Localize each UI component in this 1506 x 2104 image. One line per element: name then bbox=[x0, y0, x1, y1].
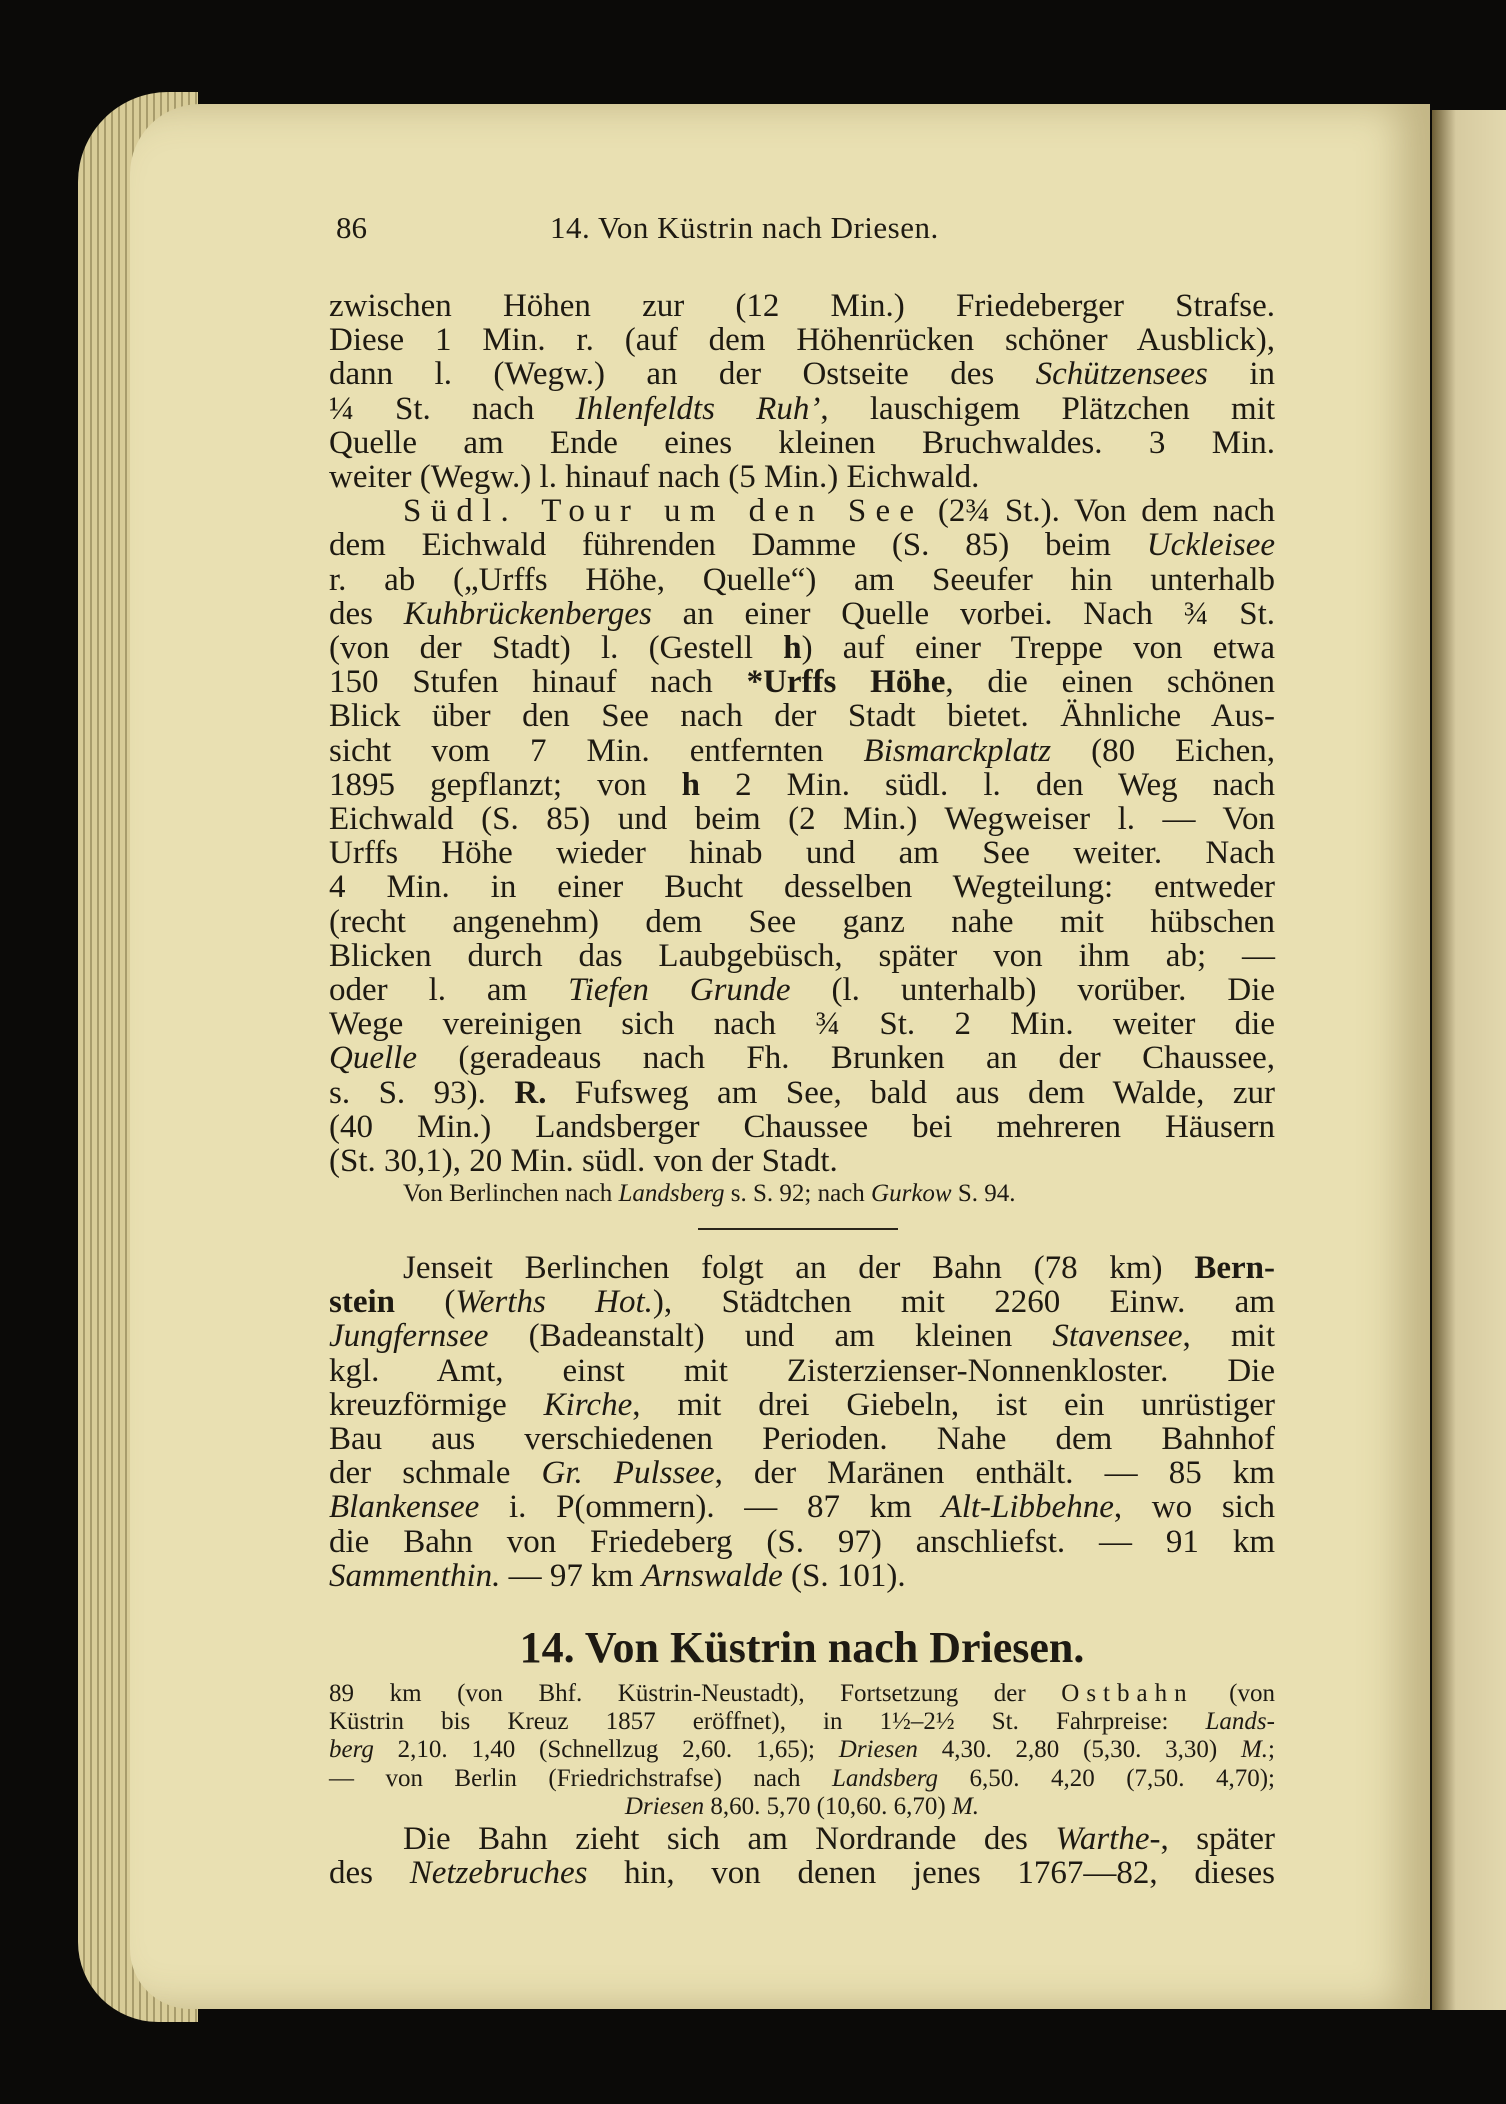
text-run: berg bbox=[329, 1736, 374, 1764]
text-line bbox=[329, 1422, 1275, 1456]
text-line bbox=[329, 1456, 1275, 1490]
text-line bbox=[329, 1110, 1275, 1144]
text-run: ; bbox=[1268, 1736, 1275, 1764]
text-run: *Urffs Höhe bbox=[746, 664, 946, 701]
text-run: des bbox=[329, 595, 404, 632]
text-run: Gurkow bbox=[871, 1180, 952, 1207]
text-line bbox=[329, 1490, 1275, 1524]
text-run: 2,10. 1,40 (Schnellzug 2,60. 1,65); bbox=[373, 1736, 839, 1764]
text-line bbox=[329, 1708, 1275, 1736]
text-run: Netzebruches bbox=[409, 1855, 588, 1892]
text-run: 150 Stufen hinauf nach bbox=[329, 664, 747, 701]
text-line bbox=[329, 1144, 1275, 1178]
text-run: der schmale bbox=[329, 1455, 542, 1492]
text-run: Lands- bbox=[1205, 1708, 1275, 1736]
text-run: kgl. Amt, einst mit Zisterzienser-Nonnenkloster. Die bbox=[329, 1352, 1275, 1389]
text-line bbox=[329, 631, 1275, 665]
text-run: oder l. am bbox=[329, 972, 569, 1009]
text-run: ) auf einer Treppe von etwa bbox=[801, 630, 1275, 667]
text-run: M. bbox=[1240, 1736, 1269, 1764]
facing-page-edge bbox=[1432, 110, 1506, 2010]
text-run: 6,50. 4,20 (7,50. 4,70); bbox=[938, 1764, 1275, 1792]
text-line bbox=[329, 1251, 1275, 1285]
paragraph-bernstein bbox=[329, 1251, 1275, 1593]
text-run: Diese 1 Min. r. (auf dem Höhenrücken schöner Ausblick), bbox=[329, 322, 1275, 359]
text-line bbox=[329, 289, 1275, 323]
text-run: Ihlenfeldts Ruh’ bbox=[575, 390, 821, 427]
text-run: — von Berlin (Friedrichstrafse) nach bbox=[329, 1764, 833, 1792]
text-run: h bbox=[783, 630, 802, 667]
text-line bbox=[329, 563, 1275, 597]
text-run: Blick über den See nach der Stadt bietet. Ähnliche Aus- bbox=[329, 698, 1275, 735]
text-run: die Bahn von Friedeberg (S. 97) anschliefst. — 91 km bbox=[329, 1523, 1275, 1560]
text-run: Landsberg bbox=[832, 1764, 939, 1792]
text-run: hin, von denen jenes 1767—82, dieses bbox=[587, 1855, 1275, 1892]
text-run: (Badeanstalt) und am kleinen bbox=[488, 1318, 1053, 1355]
text-run: in bbox=[1207, 356, 1275, 393]
text-run: M. bbox=[951, 1792, 980, 1820]
text-line bbox=[403, 1178, 1275, 1210]
text-line bbox=[329, 905, 1275, 939]
text-run: Von Berlinchen nach bbox=[403, 1180, 619, 1207]
text-run: stein bbox=[329, 1284, 395, 1321]
text-line bbox=[329, 528, 1275, 562]
text-run: Kirche bbox=[543, 1386, 633, 1423]
text-run: Landsberg bbox=[618, 1180, 725, 1207]
text-line bbox=[329, 597, 1275, 631]
text-run: Die Bahn zieht sich am Nordrande des bbox=[403, 1821, 1056, 1857]
text-line bbox=[329, 939, 1275, 973]
text-run: R. bbox=[514, 1074, 547, 1111]
text-run: i. P(ommern). — 87 km bbox=[479, 1489, 942, 1526]
text-line bbox=[329, 1856, 1275, 1890]
text-line bbox=[329, 1041, 1275, 1075]
text-run: S. 94. bbox=[951, 1180, 1016, 1207]
text-line bbox=[329, 392, 1275, 426]
text-line bbox=[329, 1076, 1275, 1110]
text-run: (l. unterhalb) vorüber. Die bbox=[790, 972, 1276, 1009]
text-run: Tiefen Grunde bbox=[568, 972, 791, 1009]
text-run: Schützensees bbox=[1035, 356, 1208, 393]
text-run: (2¾ St.). Von dem nach bbox=[923, 493, 1275, 530]
text-line bbox=[329, 1793, 1275, 1821]
text-run: kreuzförmige bbox=[329, 1386, 544, 1423]
text-line bbox=[329, 1736, 1275, 1764]
text-run: Ostbahn bbox=[1061, 1680, 1194, 1707]
text-run: (40 Min.) Landsberger Chaussee bei mehreren Häusern bbox=[329, 1108, 1275, 1145]
paragraph-bahn bbox=[329, 1822, 1275, 1890]
text-run: ( bbox=[395, 1284, 456, 1321]
text-run: Quelle bbox=[329, 1040, 417, 1077]
text-run: (von bbox=[1193, 1680, 1275, 1707]
text-line bbox=[329, 1822, 1275, 1856]
text-line bbox=[329, 1388, 1275, 1422]
paragraph-suedl-tour bbox=[329, 289, 1275, 1178]
text-line bbox=[329, 494, 1275, 528]
text-run: zwischen Höhen zur (12 Min.) Friedeberger Strafse. bbox=[329, 288, 1275, 324]
text-run: 8,60. 5,70 (10,60. 6,70) bbox=[704, 1792, 952, 1820]
cross-reference-note bbox=[329, 1178, 1275, 1210]
text-run: ), Städtchen mit 2260 Einw. am bbox=[652, 1284, 1275, 1321]
text-run: 89 km (von Bhf. Küstrin-Neustadt), Fortsetzung der bbox=[329, 1680, 1062, 1707]
text-run: dem Eichwald führenden Damme (S. 85) beim bbox=[329, 527, 1147, 564]
text-run: Küstrin bis Kreuz 1857 eröffnet), in 1½–2½ St. Fahrpreise: bbox=[329, 1708, 1206, 1736]
text-run: — 97 km bbox=[500, 1557, 642, 1594]
text-line bbox=[329, 734, 1275, 768]
text-line bbox=[329, 1007, 1275, 1041]
text-run: Wege vereinigen sich nach ¾ St. 2 Min. weiter die bbox=[329, 1006, 1275, 1043]
text-run: Warthe- bbox=[1055, 1821, 1161, 1857]
text-run: sicht vom 7 Min. entfernten bbox=[329, 732, 864, 769]
text-line bbox=[329, 802, 1275, 836]
text-run: s. S. 93). bbox=[329, 1074, 515, 1111]
text-run: weiter (Wegw.) l. hinauf nach (5 Min.) Eichwald. bbox=[329, 459, 980, 496]
text-run: Stavensee bbox=[1052, 1318, 1183, 1355]
text-run: Alt-Libbehne bbox=[941, 1489, 1114, 1526]
text-line bbox=[329, 323, 1275, 357]
text-run: Eichwald (S. 85) und beim (2 Min.) Wegweiser l. — Von bbox=[329, 801, 1275, 838]
text-run: Kuhbrückenberges bbox=[403, 595, 652, 632]
text-run: , später bbox=[1160, 1821, 1275, 1857]
running-title: 14. Von Küstrin nach Driesen. bbox=[550, 210, 939, 245]
text-run: Werths Hot. bbox=[455, 1284, 653, 1321]
text-run: ¼ St. nach bbox=[329, 390, 576, 427]
text-run: , mit bbox=[1182, 1318, 1275, 1355]
text-run: des bbox=[329, 1855, 410, 1892]
text-line bbox=[329, 426, 1275, 460]
text-run: dann l. (Wegw.) an der Ostseite des bbox=[329, 356, 1036, 393]
text-line bbox=[329, 836, 1275, 870]
text-line bbox=[329, 1559, 1275, 1593]
text-line bbox=[329, 460, 1275, 494]
text-run: 2 Min. südl. l. den Weg nach bbox=[700, 766, 1276, 803]
text-run: 1895 gepflanzt; von bbox=[329, 766, 682, 803]
text-run: Arnswalde bbox=[641, 1557, 783, 1594]
text-run: 4,30. 2,80 (5,30. 3,30) bbox=[917, 1736, 1241, 1764]
text-run: an einer Quelle vorbei. Nach ¾ St. bbox=[651, 595, 1275, 632]
text-run: Fufsweg am See, bald aus dem Walde, zur bbox=[546, 1074, 1275, 1111]
text-run: , mit drei Giebeln, ist ein unrüstiger bbox=[632, 1386, 1276, 1423]
text-run: (S. 101). bbox=[782, 1557, 906, 1594]
text-run: , der Maränen enthält. — 85 km bbox=[714, 1455, 1275, 1492]
text-line bbox=[329, 870, 1275, 904]
text-line bbox=[329, 1354, 1275, 1388]
text-line bbox=[329, 1319, 1275, 1353]
text-run: Südl. Tour um den See bbox=[403, 493, 924, 530]
text-run: Bau aus verschiedenen Perioden. Nahe dem Bahnhof bbox=[329, 1421, 1275, 1458]
text-run: , wo sich bbox=[1113, 1489, 1275, 1526]
text-run: Driesen bbox=[838, 1736, 918, 1764]
section-divider bbox=[698, 1228, 898, 1230]
route-summary-small-print bbox=[329, 1680, 1275, 1821]
text-line bbox=[329, 699, 1275, 733]
text-line bbox=[329, 1680, 1275, 1708]
text-line bbox=[329, 768, 1275, 802]
text-run: r. ab („Urffs Höhe, Quelle“) am Seeufer hin unterhalb bbox=[329, 561, 1275, 598]
text-run: (St. 30,1), 20 Min. südl. von der Stadt. bbox=[329, 1143, 838, 1180]
text-run: , lauschigem Plätzchen mit bbox=[820, 390, 1275, 427]
text-run: , die einen schönen bbox=[945, 664, 1275, 701]
text-run: Blicken durch das Laubgebüsch, später von ihm ab; — bbox=[329, 937, 1275, 974]
text-run: s. S. 92; nach bbox=[724, 1180, 872, 1207]
text-run: Bern- bbox=[1194, 1250, 1275, 1286]
text-run: Urffs Höhe wieder hinab und am See weiter. Nach bbox=[329, 835, 1275, 872]
text-run: (recht angenehm) dem See ganz nahe mit hübschen bbox=[329, 903, 1275, 940]
text-run: h bbox=[681, 766, 701, 803]
text-run: Gr. Pulssee bbox=[541, 1455, 715, 1492]
text-run: Bismarckplatz bbox=[863, 732, 1052, 769]
text-line bbox=[329, 1285, 1275, 1319]
text-run: (80 Eichen, bbox=[1051, 732, 1276, 769]
text-run: Driesen bbox=[624, 1792, 705, 1820]
text-run: Sammenthin. bbox=[329, 1557, 501, 1594]
text-run: Jungfernsee bbox=[329, 1318, 489, 1355]
section-heading: 14. Von Küstrin nach Driesen. bbox=[519, 1623, 1085, 1672]
text-line bbox=[329, 665, 1275, 699]
text-run: (von der Stadt) l. (Gestell bbox=[329, 630, 784, 667]
text-line bbox=[329, 973, 1275, 1007]
text-run: Jenseit Berlinchen folgt an der Bahn (78 km) bbox=[403, 1250, 1195, 1286]
page-number: 86 bbox=[336, 210, 367, 245]
text-run: (geradeaus nach Fh. Brunken an der Chaussee, bbox=[416, 1040, 1275, 1077]
text-run: Blankensee bbox=[329, 1489, 480, 1526]
text-run: Uckleisee bbox=[1146, 527, 1275, 564]
text-line bbox=[329, 1765, 1275, 1793]
text-run: Quelle am Ende eines kleinen Bruchwaldes. 3 Min. bbox=[329, 424, 1275, 461]
text-line bbox=[329, 1525, 1275, 1559]
text-line bbox=[329, 357, 1275, 391]
text-run: 4 Min. in einer Bucht desselben Wegteilung: entweder bbox=[329, 869, 1275, 906]
